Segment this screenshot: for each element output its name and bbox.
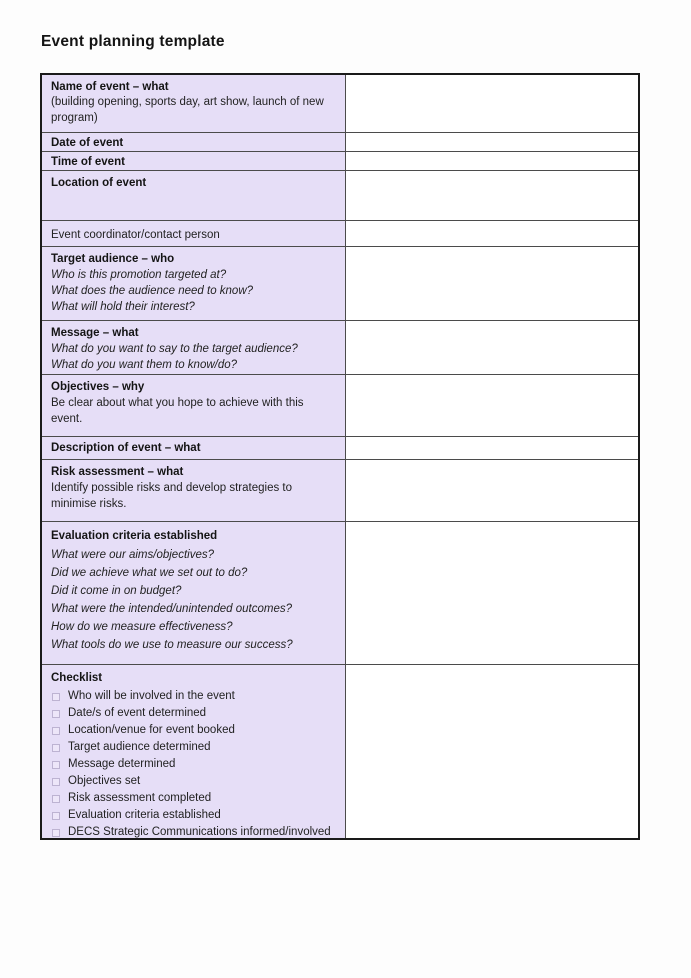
table-row-description <box>42 437 638 460</box>
table-row-location-of-event <box>42 171 638 221</box>
table-row-date-of-event <box>42 133 638 152</box>
checklist-item <box>51 739 336 756</box>
table-row-evaluation-criteria <box>42 522 638 665</box>
checklist-item-label: DECS Strategic Communications informed/involved <box>68 826 331 838</box>
label-cell-location-of-event <box>42 171 346 220</box>
row-title: Message – what <box>51 327 139 339</box>
table-row-time-of-event <box>42 152 638 171</box>
checklist-item <box>51 807 336 824</box>
checkbox-icon[interactable] <box>52 829 60 837</box>
table-row-checklist <box>42 665 638 838</box>
row-title: Evaluation criteria established <box>51 530 218 542</box>
input-cell-event-coordinator[interactable] <box>346 221 638 246</box>
checklist-item-label: Evaluation criteria established <box>68 809 221 821</box>
checkbox-icon[interactable] <box>52 710 60 718</box>
table-row-target-audience <box>42 247 638 321</box>
label-cell-objectives <box>42 375 346 436</box>
label-cell-description <box>42 437 346 459</box>
row-hint: How do we measure effectiveness? <box>51 621 233 633</box>
row-hint: What does the audience need to know? <box>51 285 254 297</box>
row-hint: Identify possible risks and develop strategies to minimise risks. <box>51 482 292 510</box>
input-cell-location-of-event[interactable] <box>346 171 638 220</box>
checklist-item-label: Target audience determined <box>68 741 211 753</box>
input-cell-risk-assessment[interactable] <box>346 460 638 521</box>
checkbox-icon[interactable] <box>52 778 60 786</box>
row-title: Risk assessment – what <box>51 466 184 478</box>
table-row-objectives <box>42 375 638 437</box>
input-cell-description[interactable] <box>346 437 638 459</box>
input-cell-message[interactable] <box>346 321 638 374</box>
event-planning-table <box>40 73 640 840</box>
input-cell-name-of-event[interactable] <box>346 75 638 132</box>
checklist-item-label: Risk assessment completed <box>68 792 212 804</box>
page-title: Event planning template <box>41 33 225 50</box>
checkbox-icon[interactable] <box>52 795 60 803</box>
row-hint: Be clear about what you hope to achieve with this event. <box>51 397 304 425</box>
input-cell-target-audience[interactable] <box>346 247 638 320</box>
checklist-item <box>51 705 336 722</box>
label-cell-checklist <box>42 665 346 838</box>
label-cell-target-audience <box>42 247 346 320</box>
label-cell-event-coordinator <box>42 221 346 246</box>
row-title: Location of event <box>51 177 147 189</box>
input-cell-date-of-event[interactable] <box>346 133 638 151</box>
label-cell-risk-assessment <box>42 460 346 521</box>
checkbox-icon[interactable] <box>52 761 60 769</box>
checklist-item-label: Message determined <box>68 758 176 770</box>
row-title: Event coordinator/contact person <box>51 229 220 241</box>
table-row-event-coordinator <box>42 221 638 247</box>
checklist-item <box>51 773 336 790</box>
checklist-item <box>51 790 336 807</box>
checklist-item <box>51 688 336 705</box>
row-hint: What tools do we use to measure our success? <box>51 639 293 651</box>
label-cell-message <box>42 321 346 374</box>
row-title: Time of event <box>51 156 125 168</box>
checklist-item <box>51 824 336 838</box>
checklist-item-label: Objectives set <box>68 775 141 787</box>
row-title: Objectives – why <box>51 381 145 393</box>
row-hint: What were our aims/objectives? <box>51 549 214 561</box>
row-title: Description of event – what <box>51 442 201 454</box>
checklist-item-label: Date/s of event determined <box>68 707 207 719</box>
row-hint: Who is this promotion targeted at? <box>51 269 227 281</box>
checkbox-icon[interactable] <box>52 727 60 735</box>
checkbox-icon[interactable] <box>52 693 60 701</box>
table-row-risk-assessment <box>42 460 638 522</box>
checklist-item <box>51 722 336 739</box>
input-cell-checklist[interactable] <box>346 665 638 838</box>
row-title: Checklist <box>51 672 103 684</box>
checklist-item-label: Location/venue for event booked <box>68 724 235 736</box>
row-title: Name of event – what <box>51 81 169 93</box>
label-cell-name-of-event <box>42 75 346 132</box>
row-hint: What were the intended/unintended outcomes? <box>51 603 293 615</box>
row-title: Target audience – who <box>51 253 175 265</box>
label-cell-time-of-event <box>42 152 346 170</box>
table-row-message <box>42 321 638 375</box>
checkbox-icon[interactable] <box>52 812 60 820</box>
label-cell-evaluation-criteria <box>42 522 346 664</box>
table-row-name-of-event <box>42 75 638 133</box>
checklist-item <box>51 756 336 773</box>
row-hint: (building opening, sports day, art show, launch of new program) <box>51 96 324 124</box>
row-hint: What do you want to say to the target audience? <box>51 343 298 355</box>
row-title: Date of event <box>51 137 124 149</box>
checkbox-icon[interactable] <box>52 744 60 752</box>
input-cell-evaluation-criteria[interactable] <box>346 522 638 664</box>
checklist-item-label: Who will be involved in the event <box>68 690 235 702</box>
row-hint: What will hold their interest? <box>51 301 195 313</box>
input-cell-time-of-event[interactable] <box>346 152 638 170</box>
row-hint: Did we achieve what we set out to do? <box>51 567 248 579</box>
row-hint: What do you want them to know/do? <box>51 359 238 371</box>
row-hint: Did it come in on budget? <box>51 585 182 597</box>
label-cell-date-of-event <box>42 133 346 151</box>
input-cell-objectives[interactable] <box>346 375 638 436</box>
